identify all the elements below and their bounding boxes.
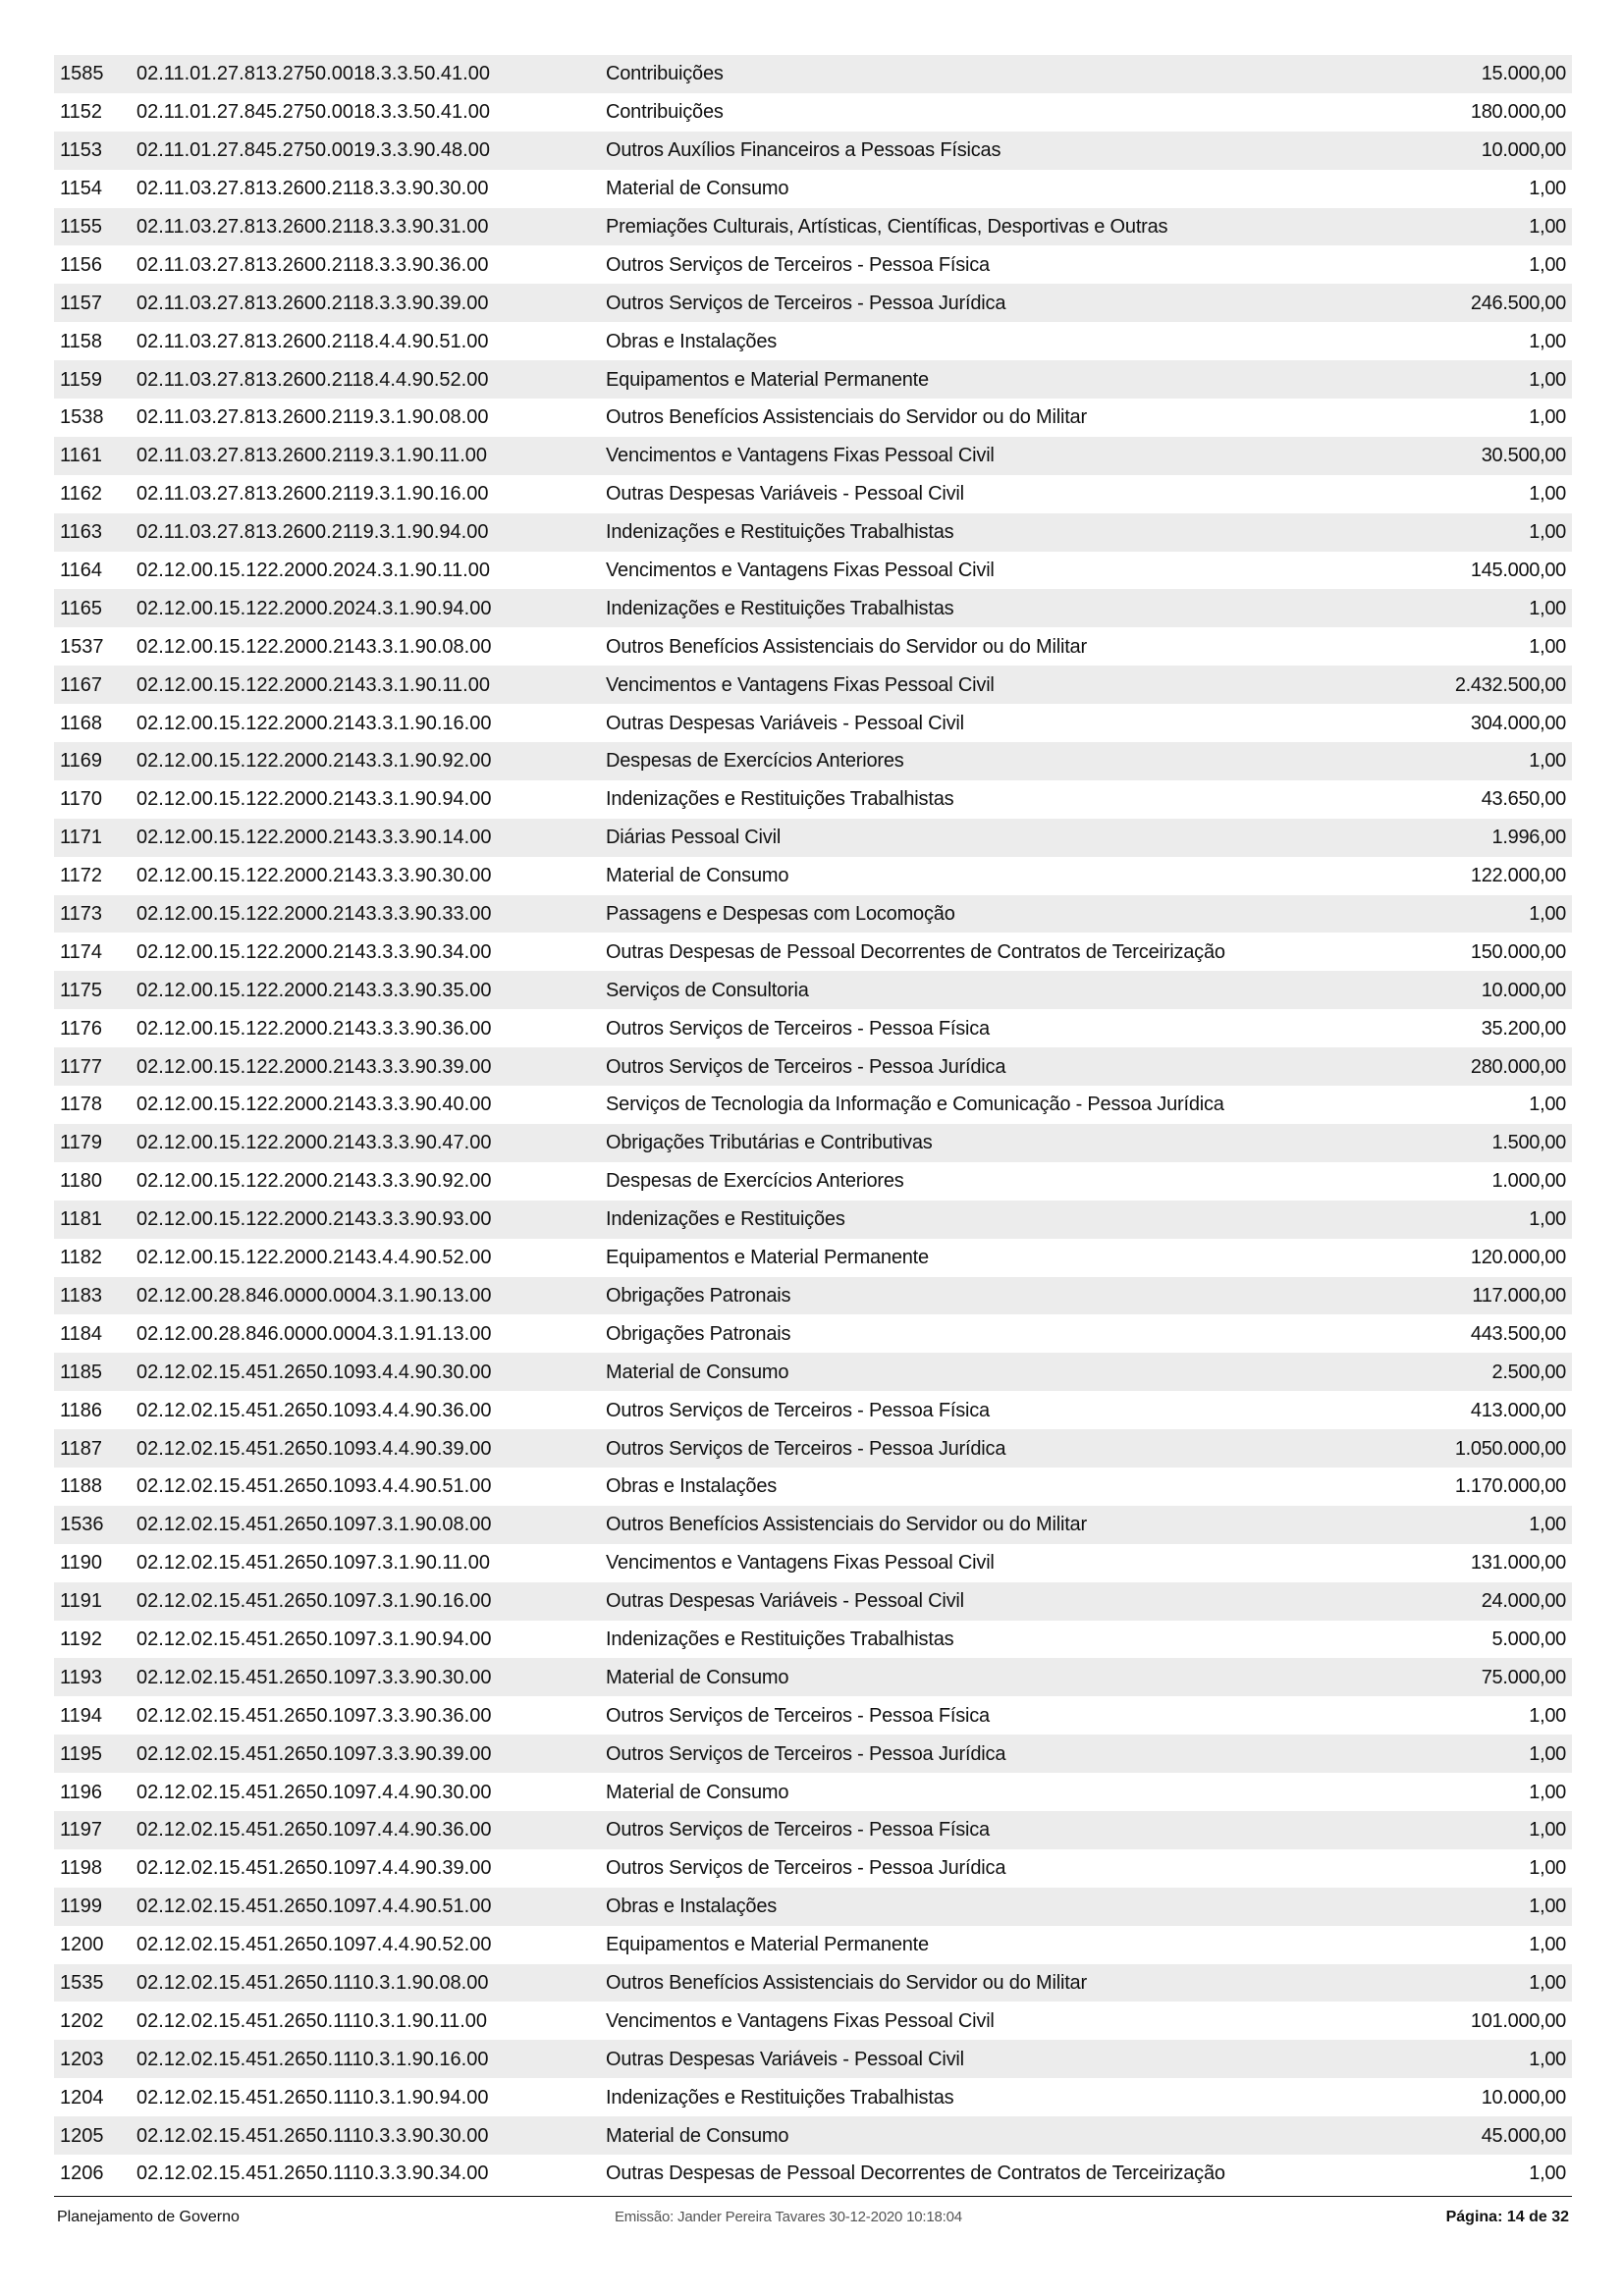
row-value: 1,00	[1529, 1094, 1566, 1116]
row-description: Outros Benefícios Assistenciais do Servidor ou do Militar	[606, 406, 1087, 429]
row-description: Despesas de Exercícios Anteriores	[606, 1170, 904, 1193]
row-value: 1,00	[1529, 597, 1566, 619]
row-id: 1183	[60, 1284, 103, 1307]
row-description: Passagens e Despesas com Locomoção	[606, 903, 955, 926]
row-id: 1188	[60, 1475, 103, 1498]
row-description: Vencimentos e Vantagens Fixas Pessoal Civil	[606, 1552, 995, 1575]
row-description: Outros Benefícios Assistenciais do Servidor ou do Militar	[606, 1971, 1087, 1994]
row-value: 43.650,00	[1481, 788, 1566, 811]
table-row	[54, 93, 1572, 132]
row-code: 02.12.02.15.451.2650.1110.3.1.90.94.00	[136, 2086, 489, 2109]
row-code: 02.12.00.15.122.2000.2143.3.1.90.92.00	[136, 750, 492, 773]
row-value: 1,00	[1529, 750, 1566, 773]
row-id: 1585	[60, 63, 104, 85]
row-value: 1,00	[1529, 406, 1566, 429]
row-id: 1180	[60, 1170, 103, 1193]
table-row	[54, 1964, 1572, 2002]
table-row	[54, 895, 1572, 934]
row-description: Vencimentos e Vantagens Fixas Pessoal Civil	[606, 2009, 995, 2032]
row-code: 02.12.00.15.122.2000.2143.3.3.90.40.00	[136, 1094, 492, 1116]
row-value: 1,00	[1529, 1971, 1566, 1994]
row-value: 443.500,00	[1470, 1322, 1566, 1345]
row-description: Obras e Instalações	[606, 1896, 778, 1918]
row-value: 1,00	[1529, 1934, 1566, 1956]
row-code: 02.11.03.27.813.2600.2119.3.1.90.08.00	[136, 406, 489, 429]
row-code: 02.12.00.15.122.2000.2143.3.3.90.14.00	[136, 827, 492, 849]
row-code: 02.11.03.27.813.2600.2118.4.4.90.52.00	[136, 368, 489, 391]
row-id: 1205	[60, 2124, 104, 2147]
row-value: 24.000,00	[1481, 1590, 1566, 1613]
row-description: Outros Benefícios Assistenciais do Servidor ou do Militar	[606, 635, 1087, 658]
row-id: 1158	[60, 330, 103, 352]
row-description: Serviços de Consultoria	[606, 979, 809, 1001]
row-code: 02.12.02.15.451.2650.1093.4.4.90.39.00	[136, 1437, 492, 1460]
table-row	[54, 2040, 1572, 2078]
row-value: 246.500,00	[1470, 292, 1566, 314]
row-id: 1202	[60, 2009, 104, 2032]
row-id: 1176	[60, 1017, 103, 1040]
footer-page-number: Página: 14 de 32	[1445, 2209, 1569, 2225]
row-value: 122.000,00	[1470, 865, 1566, 887]
table-row	[54, 704, 1572, 742]
row-description: Outras Despesas Variáveis - Pessoal Civil	[606, 1590, 964, 1613]
row-id: 1178	[60, 1094, 103, 1116]
table-row	[54, 1201, 1572, 1239]
row-code: 02.12.02.15.451.2650.1097.3.1.90.08.00	[136, 1514, 492, 1536]
row-description: Outras Despesas Variáveis - Pessoal Civil	[606, 2048, 964, 2070]
row-id: 1159	[60, 368, 103, 391]
row-description: Material de Consumo	[606, 865, 789, 887]
row-value: 75.000,00	[1481, 1666, 1566, 1688]
table-row	[54, 1391, 1572, 1429]
table-row	[54, 1468, 1572, 1506]
table-row	[54, 208, 1572, 246]
row-value: 1,00	[1529, 253, 1566, 276]
row-id: 1184	[60, 1322, 103, 1345]
row-description: Material de Consumo	[606, 1781, 789, 1803]
row-code: 02.12.00.15.122.2000.2143.3.3.90.34.00	[136, 940, 492, 963]
row-description: Diárias Pessoal Civil	[606, 827, 782, 849]
row-id: 1185	[60, 1361, 103, 1383]
row-id: 1195	[60, 1742, 103, 1765]
row-description: Outros Benefícios Assistenciais do Servidor ou do Militar	[606, 1514, 1087, 1536]
row-description: Vencimentos e Vantagens Fixas Pessoal Civil	[606, 673, 995, 696]
row-description: Obrigações Patronais	[606, 1284, 791, 1307]
row-value: 1,00	[1529, 1704, 1566, 1727]
row-description: Obrigações Patronais	[606, 1322, 791, 1345]
row-id: 1537	[60, 635, 104, 658]
table-row	[54, 1926, 1572, 1964]
row-value: 15.000,00	[1481, 63, 1566, 85]
row-description: Outros Serviços de Terceiros - Pessoa Jurídica	[606, 1437, 1006, 1460]
row-id: 1203	[60, 2048, 104, 2070]
table-row	[54, 360, 1572, 399]
footer-divider	[54, 2196, 1572, 2197]
row-description: Outros Serviços de Terceiros - Pessoa Física	[606, 1017, 990, 1040]
table-row	[54, 132, 1572, 170]
row-description: Indenizações e Restituições Trabalhistas	[606, 2086, 954, 2109]
row-code: 02.12.00.15.122.2000.2143.3.3.90.35.00	[136, 979, 492, 1001]
row-code: 02.12.02.15.451.2650.1097.4.4.90.30.00	[136, 1781, 492, 1803]
row-description: Contribuições	[606, 63, 724, 85]
row-code: 02.12.02.15.451.2650.1097.3.1.90.11.00	[136, 1552, 490, 1575]
row-id: 1153	[60, 139, 103, 162]
row-id: 1193	[60, 1666, 103, 1688]
row-description: Outros Serviços de Terceiros - Pessoa Física	[606, 1819, 990, 1842]
row-value: 120.000,00	[1470, 1247, 1566, 1269]
table-row	[54, 1888, 1572, 1926]
row-id: 1175	[60, 979, 103, 1001]
row-code: 02.12.00.15.122.2000.2143.3.3.90.93.00	[136, 1208, 492, 1231]
row-code: 02.12.00.28.846.0000.0004.3.1.90.13.00	[136, 1284, 492, 1307]
table-row	[54, 552, 1572, 590]
row-code: 02.12.02.15.451.2650.1110.3.1.90.08.00	[136, 1971, 489, 1994]
table-row	[54, 1773, 1572, 1811]
row-description: Material de Consumo	[606, 1361, 789, 1383]
row-id: 1538	[60, 406, 104, 429]
table-row	[54, 1047, 1572, 1086]
row-id: 1187	[60, 1437, 103, 1460]
row-code: 02.11.03.27.813.2600.2118.3.3.90.31.00	[136, 216, 489, 238]
row-id: 1535	[60, 1971, 104, 1994]
row-value: 10.000,00	[1481, 2086, 1566, 2109]
row-value: 5.000,00	[1491, 1628, 1566, 1650]
row-value: 1,00	[1529, 521, 1566, 544]
row-id: 1194	[60, 1704, 103, 1727]
row-code: 02.11.01.27.845.2750.0018.3.3.50.41.00	[136, 101, 490, 124]
row-description: Material de Consumo	[606, 178, 789, 200]
row-description: Serviços de Tecnologia da Informação e Comunicação - Pessoa Jurídica	[606, 1094, 1224, 1116]
row-code: 02.12.00.15.122.2000.2143.3.3.90.33.00	[136, 903, 492, 926]
table-row	[54, 627, 1572, 666]
table-row	[54, 1086, 1572, 1124]
row-value: 1,00	[1529, 483, 1566, 506]
row-id: 1162	[60, 483, 103, 506]
row-value: 2.432.500,00	[1454, 673, 1566, 696]
row-description: Outros Auxílios Financeiros a Pessoas Físicas	[606, 139, 1001, 162]
row-description: Material de Consumo	[606, 2124, 789, 2147]
row-code: 02.12.02.15.451.2650.1097.3.3.90.30.00	[136, 1666, 492, 1688]
row-value: 150.000,00	[1470, 940, 1566, 963]
row-code: 02.12.00.15.122.2000.2024.3.1.90.11.00	[136, 560, 490, 582]
table-row	[54, 55, 1572, 93]
row-id: 1196	[60, 1781, 103, 1803]
row-code: 02.12.00.15.122.2000.2143.3.1.90.08.00	[136, 635, 492, 658]
row-code: 02.12.02.15.451.2650.1093.4.4.90.36.00	[136, 1399, 492, 1421]
row-code: 02.12.00.28.846.0000.0004.3.1.91.13.00	[136, 1322, 492, 1345]
row-id: 1177	[60, 1055, 103, 1078]
row-id: 1191	[60, 1590, 103, 1613]
row-id: 1154	[60, 178, 103, 200]
table-row	[54, 170, 1572, 208]
row-value: 1,00	[1529, 1857, 1566, 1880]
table-row	[54, 1811, 1572, 1849]
row-code: 02.12.02.15.451.2650.1110.3.1.90.11.00	[136, 2009, 487, 2032]
row-code: 02.12.02.15.451.2650.1097.3.3.90.36.00	[136, 1704, 492, 1727]
row-id: 1174	[60, 940, 103, 963]
row-id: 1163	[60, 521, 103, 544]
row-description: Outros Serviços de Terceiros - Pessoa Jurídica	[606, 292, 1006, 314]
row-description: Outras Despesas Variáveis - Pessoal Civil	[606, 483, 964, 506]
row-value: 10.000,00	[1481, 979, 1566, 1001]
table-row	[54, 2116, 1572, 2155]
row-id: 1172	[60, 865, 103, 887]
table-row	[54, 1696, 1572, 1735]
row-description: Equipamentos e Material Permanente	[606, 1934, 929, 1956]
row-code: 02.11.03.27.813.2600.2119.3.1.90.11.00	[136, 445, 487, 467]
row-value: 35.200,00	[1481, 1017, 1566, 1040]
table-row	[54, 1621, 1572, 1659]
row-code: 02.12.02.15.451.2650.1093.4.4.90.30.00	[136, 1361, 492, 1383]
row-value: 1,00	[1529, 635, 1566, 658]
row-value: 1,00	[1529, 1781, 1566, 1803]
row-code: 02.12.00.15.122.2000.2143.3.3.90.30.00	[136, 865, 492, 887]
row-code: 02.11.03.27.813.2600.2118.3.3.90.39.00	[136, 292, 489, 314]
row-id: 1192	[60, 1628, 103, 1650]
row-id: 1186	[60, 1399, 103, 1421]
row-description: Outros Serviços de Terceiros - Pessoa Física	[606, 253, 990, 276]
table-row	[54, 857, 1572, 895]
table-row	[54, 399, 1572, 437]
row-description: Equipamentos e Material Permanente	[606, 368, 929, 391]
row-code: 02.11.03.27.813.2600.2118.3.3.90.36.00	[136, 253, 489, 276]
table-row	[54, 1658, 1572, 1696]
row-id: 1179	[60, 1132, 103, 1154]
table-row	[54, 742, 1572, 780]
table-row	[54, 1506, 1572, 1544]
table-row	[54, 2002, 1572, 2040]
table-row	[54, 780, 1572, 819]
row-description: Outros Serviços de Terceiros - Pessoa Jurídica	[606, 1857, 1006, 1880]
row-value: 280.000,00	[1470, 1055, 1566, 1078]
row-value: 1,00	[1529, 1208, 1566, 1231]
page-footer	[57, 2209, 1569, 2232]
row-code: 02.12.02.15.451.2650.1097.4.4.90.39.00	[136, 1857, 492, 1880]
row-id: 1200	[60, 1934, 104, 1956]
row-description: Outros Serviços de Terceiros - Pessoa Física	[606, 1704, 990, 1727]
row-id: 1155	[60, 216, 103, 238]
table-row	[54, 1162, 1572, 1201]
row-id: 1167	[60, 673, 103, 696]
table-row	[54, 666, 1572, 704]
row-code: 02.12.00.15.122.2000.2143.3.1.90.94.00	[136, 788, 492, 811]
row-code: 02.11.01.27.813.2750.0018.3.3.50.41.00	[136, 63, 490, 85]
row-value: 1.170.000,00	[1454, 1475, 1566, 1498]
row-code: 02.12.02.15.451.2650.1097.3.1.90.16.00	[136, 1590, 492, 1613]
table-row	[54, 1353, 1572, 1391]
footer-emission: Emissão: Jander Pereira Tavares 30-12-2020 10:18:04	[615, 2209, 962, 2225]
row-description: Premiações Culturais, Artísticas, Científicas, Desportivas e Outras	[606, 216, 1168, 238]
table-row	[54, 1429, 1572, 1468]
row-code: 02.12.02.15.451.2650.1097.3.1.90.94.00	[136, 1628, 492, 1650]
row-code: 02.11.03.27.813.2600.2118.4.4.90.51.00	[136, 330, 489, 352]
row-description: Material de Consumo	[606, 1666, 789, 1688]
row-code: 02.12.02.15.451.2650.1097.4.4.90.51.00	[136, 1896, 492, 1918]
row-code: 02.12.00.15.122.2000.2143.3.3.90.36.00	[136, 1017, 492, 1040]
row-value: 1,00	[1529, 1742, 1566, 1765]
row-description: Obrigações Tributárias e Contributivas	[606, 1132, 933, 1154]
row-code: 02.12.00.15.122.2000.2143.3.3.90.47.00	[136, 1132, 492, 1154]
row-code: 02.12.00.15.122.2000.2143.4.4.90.52.00	[136, 1247, 492, 1269]
row-id: 1171	[60, 827, 103, 849]
row-description: Contribuições	[606, 101, 724, 124]
row-value: 10.000,00	[1481, 139, 1566, 162]
row-value: 101.000,00	[1470, 2009, 1566, 2032]
row-value: 1,00	[1529, 368, 1566, 391]
row-description: Despesas de Exercícios Anteriores	[606, 750, 904, 773]
table-row	[54, 284, 1572, 322]
row-description: Equipamentos e Material Permanente	[606, 1247, 929, 1269]
row-description: Outras Despesas de Pessoal Decorrentes de Contratos de Terceirização	[606, 940, 1225, 963]
table-row	[54, 971, 1572, 1009]
row-id: 1164	[60, 560, 103, 582]
row-code: 02.12.02.15.451.2650.1097.3.3.90.39.00	[136, 1742, 492, 1765]
table-row	[54, 437, 1572, 475]
row-value: 1,00	[1529, 2163, 1566, 2185]
row-id: 1204	[60, 2086, 104, 2109]
row-description: Obras e Instalações	[606, 330, 778, 352]
row-id: 1168	[60, 712, 103, 734]
row-code: 02.12.00.15.122.2000.2143.3.1.90.11.00	[136, 673, 490, 696]
row-description: Indenizações e Restituições Trabalhistas	[606, 521, 954, 544]
row-id: 1157	[60, 292, 103, 314]
row-code: 02.12.02.15.451.2650.1110.3.3.90.34.00	[136, 2163, 489, 2185]
row-id: 1169	[60, 750, 103, 773]
row-value: 1,00	[1529, 330, 1566, 352]
row-id: 1206	[60, 2163, 104, 2185]
row-value: 1,00	[1529, 1514, 1566, 1536]
row-id: 1170	[60, 788, 103, 811]
row-code: 02.11.01.27.845.2750.0019.3.3.90.48.00	[136, 139, 490, 162]
row-value: 1,00	[1529, 216, 1566, 238]
row-value: 413.000,00	[1470, 1399, 1566, 1421]
budget-table	[54, 55, 1572, 2193]
row-code: 02.12.00.15.122.2000.2143.3.1.90.16.00	[136, 712, 492, 734]
table-row	[54, 589, 1572, 627]
row-code: 02.12.00.15.122.2000.2143.3.3.90.92.00	[136, 1170, 492, 1193]
row-code: 02.12.02.15.451.2650.1110.3.3.90.30.00	[136, 2124, 489, 2147]
row-description: Indenizações e Restituições Trabalhistas	[606, 597, 954, 619]
row-description: Outros Serviços de Terceiros - Pessoa Jurídica	[606, 1742, 1006, 1765]
row-id: 1152	[60, 101, 103, 124]
row-id: 1536	[60, 1514, 104, 1536]
row-id: 1173	[60, 903, 103, 926]
row-description: Indenizações e Restituições Trabalhistas	[606, 788, 954, 811]
row-id: 1198	[60, 1857, 103, 1880]
row-value: 1.000,00	[1491, 1170, 1566, 1193]
row-code: 02.11.03.27.813.2600.2119.3.1.90.16.00	[136, 483, 489, 506]
row-value: 1,00	[1529, 178, 1566, 200]
row-code: 02.12.02.15.451.2650.1097.4.4.90.36.00	[136, 1819, 492, 1842]
row-value: 1,00	[1529, 2048, 1566, 2070]
row-description: Indenizações e Restituições Trabalhistas	[606, 1628, 954, 1650]
row-code: 02.12.02.15.451.2650.1093.4.4.90.51.00	[136, 1475, 492, 1498]
table-row	[54, 1582, 1572, 1621]
row-code: 02.12.02.15.451.2650.1097.4.4.90.52.00	[136, 1934, 492, 1956]
row-description: Outras Despesas Variáveis - Pessoal Civil	[606, 712, 964, 734]
row-description: Vencimentos e Vantagens Fixas Pessoal Civil	[606, 560, 995, 582]
row-value: 1.996,00	[1491, 827, 1566, 849]
row-description: Obras e Instalações	[606, 1475, 778, 1498]
row-id: 1182	[60, 1247, 103, 1269]
row-value: 1.050.000,00	[1454, 1437, 1566, 1460]
row-code: 02.12.02.15.451.2650.1110.3.1.90.16.00	[136, 2048, 489, 2070]
row-description: Vencimentos e Vantagens Fixas Pessoal Civil	[606, 445, 995, 467]
footer-department: Planejamento de Governo	[57, 2209, 240, 2225]
table-row	[54, 933, 1572, 971]
table-row	[54, 1544, 1572, 1582]
row-description: Outros Serviços de Terceiros - Pessoa Física	[606, 1399, 990, 1421]
row-value: 1,00	[1529, 1896, 1566, 1918]
row-id: 1156	[60, 253, 103, 276]
table-row	[54, 1277, 1572, 1315]
row-id: 1190	[60, 1552, 103, 1575]
table-row	[54, 322, 1572, 360]
table-row	[54, 2078, 1572, 2116]
row-description: Outras Despesas de Pessoal Decorrentes de Contratos de Terceirização	[606, 2163, 1225, 2185]
table-row	[54, 475, 1572, 513]
table-row	[54, 819, 1572, 857]
row-value: 2.500,00	[1491, 1361, 1566, 1383]
row-id: 1197	[60, 1819, 103, 1842]
row-code: 02.11.03.27.813.2600.2118.3.3.90.30.00	[136, 178, 489, 200]
row-id: 1165	[60, 597, 103, 619]
row-value: 30.500,00	[1481, 445, 1566, 467]
row-value: 145.000,00	[1470, 560, 1566, 582]
row-value: 1,00	[1529, 1819, 1566, 1842]
row-value: 1.500,00	[1491, 1132, 1566, 1154]
row-value: 117.000,00	[1472, 1284, 1566, 1307]
row-id: 1161	[60, 445, 103, 467]
row-value: 131.000,00	[1470, 1552, 1566, 1575]
row-description: Outros Serviços de Terceiros - Pessoa Jurídica	[606, 1055, 1006, 1078]
table-row	[54, 1009, 1572, 1047]
row-code: 02.12.00.15.122.2000.2024.3.1.90.94.00	[136, 597, 492, 619]
table-row	[54, 1849, 1572, 1888]
table-row	[54, 513, 1572, 552]
table-row	[54, 1314, 1572, 1353]
row-value: 180.000,00	[1470, 101, 1566, 124]
row-code: 02.12.00.15.122.2000.2143.3.3.90.39.00	[136, 1055, 492, 1078]
row-value: 304.000,00	[1470, 712, 1566, 734]
row-description: Indenizações e Restituições	[606, 1208, 845, 1231]
table-row	[54, 245, 1572, 284]
row-value: 1,00	[1529, 903, 1566, 926]
row-id: 1181	[60, 1208, 103, 1231]
table-row	[54, 1735, 1572, 1773]
row-value: 45.000,00	[1481, 2124, 1566, 2147]
table-row	[54, 1124, 1572, 1162]
table-row	[54, 2155, 1572, 2193]
table-row	[54, 1239, 1572, 1277]
row-code: 02.11.03.27.813.2600.2119.3.1.90.94.00	[136, 521, 489, 544]
row-id: 1199	[60, 1896, 103, 1918]
